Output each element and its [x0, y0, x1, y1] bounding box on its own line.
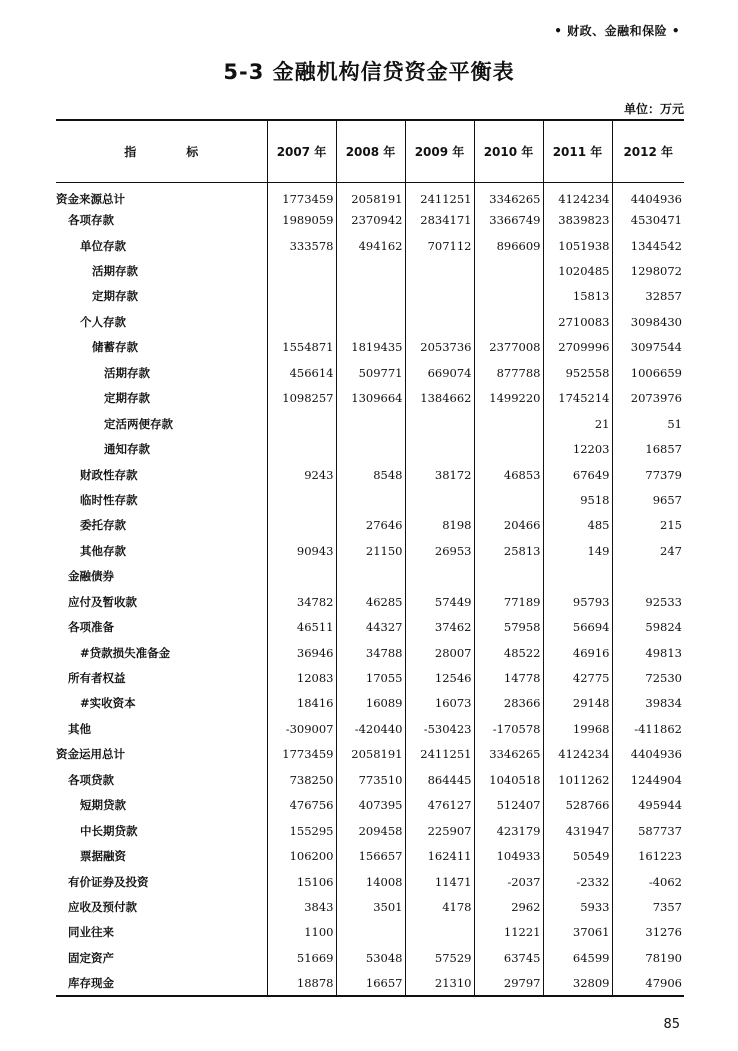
row-label: #实收资本	[80, 696, 136, 711]
table-cell: 57958	[474, 614, 543, 639]
row-label: 储蓄存款	[92, 340, 138, 355]
table-cell: 1819435	[336, 335, 405, 360]
table-cell: 1773459	[267, 182, 336, 207]
table-cell: 90943	[267, 538, 336, 563]
table-row	[56, 360, 684, 385]
table-cell	[336, 564, 405, 589]
table-cell: 877788	[474, 360, 543, 385]
year-column-header: 2009 年	[405, 120, 474, 182]
table-row	[56, 665, 684, 690]
table-cell: 15106	[267, 869, 336, 894]
table-cell: -4062	[612, 869, 684, 894]
table-cell	[474, 258, 543, 283]
table-row	[56, 487, 684, 512]
table-cell: 28366	[474, 691, 543, 716]
table-cell: 21310	[405, 971, 474, 996]
table-cell: 64599	[543, 945, 612, 970]
row-label: 其他存款	[80, 543, 126, 558]
table-cell	[267, 309, 336, 334]
table-cell: -420440	[336, 716, 405, 741]
table-cell: 2058191	[336, 182, 405, 207]
table-row	[56, 920, 684, 945]
table-cell	[405, 487, 474, 512]
table-cell: 2962	[474, 894, 543, 919]
table-cell: 57449	[405, 589, 474, 614]
table-cell: 1309664	[336, 386, 405, 411]
table-cell: 5933	[543, 894, 612, 919]
table-cell: 12203	[543, 436, 612, 461]
credit-balance-table	[56, 119, 684, 997]
table-cell: 2370942	[336, 207, 405, 232]
table-cell: 46916	[543, 640, 612, 665]
table-body	[56, 182, 684, 996]
row-label: 中长期贷款	[80, 823, 138, 838]
table-cell	[267, 284, 336, 309]
table-cell	[267, 258, 336, 283]
table-cell: 2053736	[405, 335, 474, 360]
table-row	[56, 793, 684, 818]
table-cell	[543, 564, 612, 589]
table-cell: 476127	[405, 793, 474, 818]
table-row	[56, 767, 684, 792]
table-cell	[474, 436, 543, 461]
table-cell: 2411251	[405, 182, 474, 207]
year-column-header: 2012 年	[612, 120, 684, 182]
table-cell: 2073976	[612, 386, 684, 411]
table-cell: 72530	[612, 665, 684, 690]
table-cell: 456614	[267, 360, 336, 385]
table-cell: 669074	[405, 360, 474, 385]
row-label: 活期存款	[92, 264, 138, 279]
table-cell	[405, 436, 474, 461]
table-cell: 38172	[405, 462, 474, 487]
table-cell: 1554871	[267, 335, 336, 360]
table-cell	[267, 513, 336, 538]
table-cell: 333578	[267, 233, 336, 258]
table-cell: 63745	[474, 945, 543, 970]
table-cell: 67649	[543, 462, 612, 487]
table-cell: 3839823	[543, 207, 612, 232]
row-label: 短期贷款	[80, 798, 126, 813]
table-cell	[336, 920, 405, 945]
table-cell	[405, 411, 474, 436]
table-cell	[336, 258, 405, 283]
table-header	[56, 120, 684, 182]
table-row	[56, 589, 684, 614]
table-cell: -2037	[474, 869, 543, 894]
table-cell: 77189	[474, 589, 543, 614]
table-cell: 209458	[336, 818, 405, 843]
table-cell: 495944	[612, 793, 684, 818]
table-cell: 8548	[336, 462, 405, 487]
table-cell: -2332	[543, 869, 612, 894]
row-label: 个人存款	[80, 314, 126, 329]
table-cell: 92533	[612, 589, 684, 614]
table-cell: 12546	[405, 665, 474, 690]
table-row	[56, 258, 684, 283]
table-cell: 512407	[474, 793, 543, 818]
table-cell: 1384662	[405, 386, 474, 411]
table-cell: 1020485	[543, 258, 612, 283]
row-label: 所有者权益	[68, 671, 126, 686]
table-cell: 2709996	[543, 335, 612, 360]
table-cell: 48522	[474, 640, 543, 665]
table-cell: 1098257	[267, 386, 336, 411]
row-label: 资金来源总计	[56, 191, 125, 206]
table-cell	[405, 309, 474, 334]
table-cell: 17055	[336, 665, 405, 690]
table-cell: 9657	[612, 487, 684, 512]
table-cell: 8198	[405, 513, 474, 538]
table-cell: 1040518	[474, 767, 543, 792]
table-cell: 1745214	[543, 386, 612, 411]
table-cell: 2411251	[405, 742, 474, 767]
table-row	[56, 462, 684, 487]
table-cell: 896609	[474, 233, 543, 258]
table-cell: 14778	[474, 665, 543, 690]
page-title: 5-3 金融机构信贷资金平衡表	[223, 60, 515, 84]
table-cell	[267, 487, 336, 512]
table-cell: 104933	[474, 843, 543, 868]
table-cell: 247	[612, 538, 684, 563]
indicator-header-char-2: 标	[186, 144, 199, 159]
table-cell: 19968	[543, 716, 612, 741]
table-cell: 161223	[612, 843, 684, 868]
table-cell: 39834	[612, 691, 684, 716]
row-label: 同业往来	[68, 925, 114, 940]
table-cell: 162411	[405, 843, 474, 868]
table-cell: 1499220	[474, 386, 543, 411]
table-cell: 21	[543, 411, 612, 436]
table-cell: 15813	[543, 284, 612, 309]
table-cell: 14008	[336, 869, 405, 894]
table-cell: 78190	[612, 945, 684, 970]
row-label: 各项存款	[68, 213, 114, 228]
row-label: 定活两便存款	[104, 416, 173, 431]
table-cell: 3843	[267, 894, 336, 919]
table-cell: 494162	[336, 233, 405, 258]
row-label: 票据融资	[80, 849, 126, 864]
table-cell	[336, 411, 405, 436]
table-cell: 156657	[336, 843, 405, 868]
table-cell: 7357	[612, 894, 684, 919]
table-cell	[336, 284, 405, 309]
table-cell: 34788	[336, 640, 405, 665]
table-cell: 952558	[543, 360, 612, 385]
table-cell: 4178	[405, 894, 474, 919]
table-cell	[405, 258, 474, 283]
table-row	[56, 640, 684, 665]
section-header: • 财政、金融和保险 •	[554, 24, 680, 38]
row-label: 临时性存款	[80, 492, 138, 507]
table-cell: 1051938	[543, 233, 612, 258]
table-cell: 29148	[543, 691, 612, 716]
table-cell: 46853	[474, 462, 543, 487]
table-cell: 42775	[543, 665, 612, 690]
table-cell: 509771	[336, 360, 405, 385]
table-cell	[405, 284, 474, 309]
table-cell: 51669	[267, 945, 336, 970]
table-cell: 9243	[267, 462, 336, 487]
table-cell: 37462	[405, 614, 474, 639]
table-row	[56, 233, 684, 258]
table-row	[56, 614, 684, 639]
table-cell: 431947	[543, 818, 612, 843]
table-cell	[474, 284, 543, 309]
table-row	[56, 284, 684, 309]
table-row	[56, 869, 684, 894]
table-cell: 34782	[267, 589, 336, 614]
year-column-header: 2008 年	[336, 120, 405, 182]
table-cell: 476756	[267, 793, 336, 818]
table-cell: 4124234	[543, 742, 612, 767]
table-cell: 77379	[612, 462, 684, 487]
table-cell: 4530471	[612, 207, 684, 232]
table-cell: 1100	[267, 920, 336, 945]
table-cell: -530423	[405, 716, 474, 741]
table-row	[56, 513, 684, 538]
table-row	[56, 335, 684, 360]
table-cell: 16089	[336, 691, 405, 716]
table-cell: 3501	[336, 894, 405, 919]
table-cell: 16073	[405, 691, 474, 716]
table-row	[56, 894, 684, 919]
row-label: #贷款损失准备金	[80, 645, 171, 660]
table-row	[56, 182, 684, 207]
table-cell: 25813	[474, 538, 543, 563]
table-cell: 4404936	[612, 182, 684, 207]
table-cell: 46285	[336, 589, 405, 614]
table-cell: 1011262	[543, 767, 612, 792]
table-cell: 36946	[267, 640, 336, 665]
table-cell: 3346265	[474, 182, 543, 207]
row-label: 定期存款	[104, 391, 150, 406]
table-cell: 95793	[543, 589, 612, 614]
table-row	[56, 971, 684, 996]
table-cell: 1344542	[612, 233, 684, 258]
table-row	[56, 411, 684, 436]
table-row	[56, 716, 684, 741]
indicator-header-char-1: 指	[124, 144, 137, 159]
table-cell: 16657	[336, 971, 405, 996]
table-row	[56, 207, 684, 232]
table-row	[56, 843, 684, 868]
table-cell: 53048	[336, 945, 405, 970]
table-cell: 31276	[612, 920, 684, 945]
table-cell: 407395	[336, 793, 405, 818]
table-cell: 864445	[405, 767, 474, 792]
table-row	[56, 436, 684, 461]
year-column-header: 2007 年	[267, 120, 336, 182]
table-cell: 18878	[267, 971, 336, 996]
table-cell: 3366749	[474, 207, 543, 232]
table-cell: 4404936	[612, 742, 684, 767]
table-cell: 29797	[474, 971, 543, 996]
row-label: 金融债券	[68, 569, 114, 584]
table-cell: 16857	[612, 436, 684, 461]
page-number: 85	[663, 1017, 680, 1032]
table-row	[56, 945, 684, 970]
table-row	[56, 818, 684, 843]
table-cell: 1298072	[612, 258, 684, 283]
table-cell	[474, 487, 543, 512]
row-label: 有价证券及投资	[68, 874, 149, 889]
table-cell: 707112	[405, 233, 474, 258]
table-cell: 149	[543, 538, 612, 563]
table-cell: 28007	[405, 640, 474, 665]
table-cell: 1244904	[612, 767, 684, 792]
table-row	[56, 538, 684, 563]
row-label: 资金运用总计	[56, 747, 125, 762]
row-label: 库存现金	[56, 971, 267, 996]
row-label: 委托存款	[80, 518, 126, 533]
table-cell: -411862	[612, 716, 684, 741]
table-cell: 20466	[474, 513, 543, 538]
row-label: 财政性存款	[80, 467, 138, 482]
table-cell: 47906	[612, 971, 684, 996]
table-cell: 738250	[267, 767, 336, 792]
table-cell: 18416	[267, 691, 336, 716]
table-cell: 3346265	[474, 742, 543, 767]
table-cell: -309007	[267, 716, 336, 741]
table-cell	[267, 564, 336, 589]
year-column-header: 2010 年	[474, 120, 543, 182]
table-cell: 9518	[543, 487, 612, 512]
table-cell: 49813	[612, 640, 684, 665]
table-cell: 528766	[543, 793, 612, 818]
row-label: 各项准备	[68, 620, 114, 635]
table-cell: 2710083	[543, 309, 612, 334]
table-cell	[336, 487, 405, 512]
table-cell: 4124234	[543, 182, 612, 207]
table-cell: 1773459	[267, 742, 336, 767]
table-cell	[267, 436, 336, 461]
table-cell	[612, 564, 684, 589]
table-cell: 3098430	[612, 309, 684, 334]
table-cell: 2834171	[405, 207, 474, 232]
table-cell: 56694	[543, 614, 612, 639]
table-cell: 44327	[336, 614, 405, 639]
table-cell: 2058191	[336, 742, 405, 767]
table-cell: 215	[612, 513, 684, 538]
table-cell: 57529	[405, 945, 474, 970]
table-cell: 59824	[612, 614, 684, 639]
table-cell: 21150	[336, 538, 405, 563]
table-cell: 155295	[267, 818, 336, 843]
table-cell	[267, 411, 336, 436]
table-cell: 50549	[543, 843, 612, 868]
row-label: 其他	[68, 721, 91, 736]
row-label: 应付及暂收款	[68, 594, 137, 609]
table-cell: 51	[612, 411, 684, 436]
table-cell: 485	[543, 513, 612, 538]
table-cell: 2377008	[474, 335, 543, 360]
table-cell: 27646	[336, 513, 405, 538]
row-label: 应收及预付款	[68, 899, 137, 914]
table-cell: 773510	[336, 767, 405, 792]
table-cell	[336, 436, 405, 461]
table-row	[56, 691, 684, 716]
row-label: 各项贷款	[68, 772, 114, 787]
table-cell: 12083	[267, 665, 336, 690]
table-row	[56, 309, 684, 334]
row-label: 定期存款	[92, 289, 138, 304]
table-cell: 32809	[543, 971, 612, 996]
table-cell: 11471	[405, 869, 474, 894]
row-label: 通知存款	[104, 442, 150, 457]
table-cell: 11221	[474, 920, 543, 945]
table-cell: -170578	[474, 716, 543, 741]
table-cell	[336, 309, 405, 334]
table-cell: 32857	[612, 284, 684, 309]
table-cell: 1989059	[267, 207, 336, 232]
row-label: 固定资产	[68, 950, 114, 965]
table-cell	[474, 564, 543, 589]
table-cell: 46511	[267, 614, 336, 639]
table-cell: 423179	[474, 818, 543, 843]
table-cell	[474, 309, 543, 334]
indicator-column-header	[56, 120, 267, 182]
unit-label: 单位：万元	[623, 102, 684, 116]
table-cell: 26953	[405, 538, 474, 563]
year-column-header: 2011 年	[543, 120, 612, 182]
table-cell	[474, 411, 543, 436]
table-cell: 106200	[267, 843, 336, 868]
row-label: 单位存款	[80, 238, 126, 253]
table-cell	[405, 564, 474, 589]
table-cell	[405, 920, 474, 945]
table-row	[56, 564, 684, 589]
table-cell: 225907	[405, 818, 474, 843]
table-row	[56, 386, 684, 411]
row-label: 活期存款	[104, 365, 150, 380]
table-cell: 1006659	[612, 360, 684, 385]
table-cell: 3097544	[612, 335, 684, 360]
table-row	[56, 742, 684, 767]
table-cell: 587737	[612, 818, 684, 843]
table-cell: 37061	[543, 920, 612, 945]
